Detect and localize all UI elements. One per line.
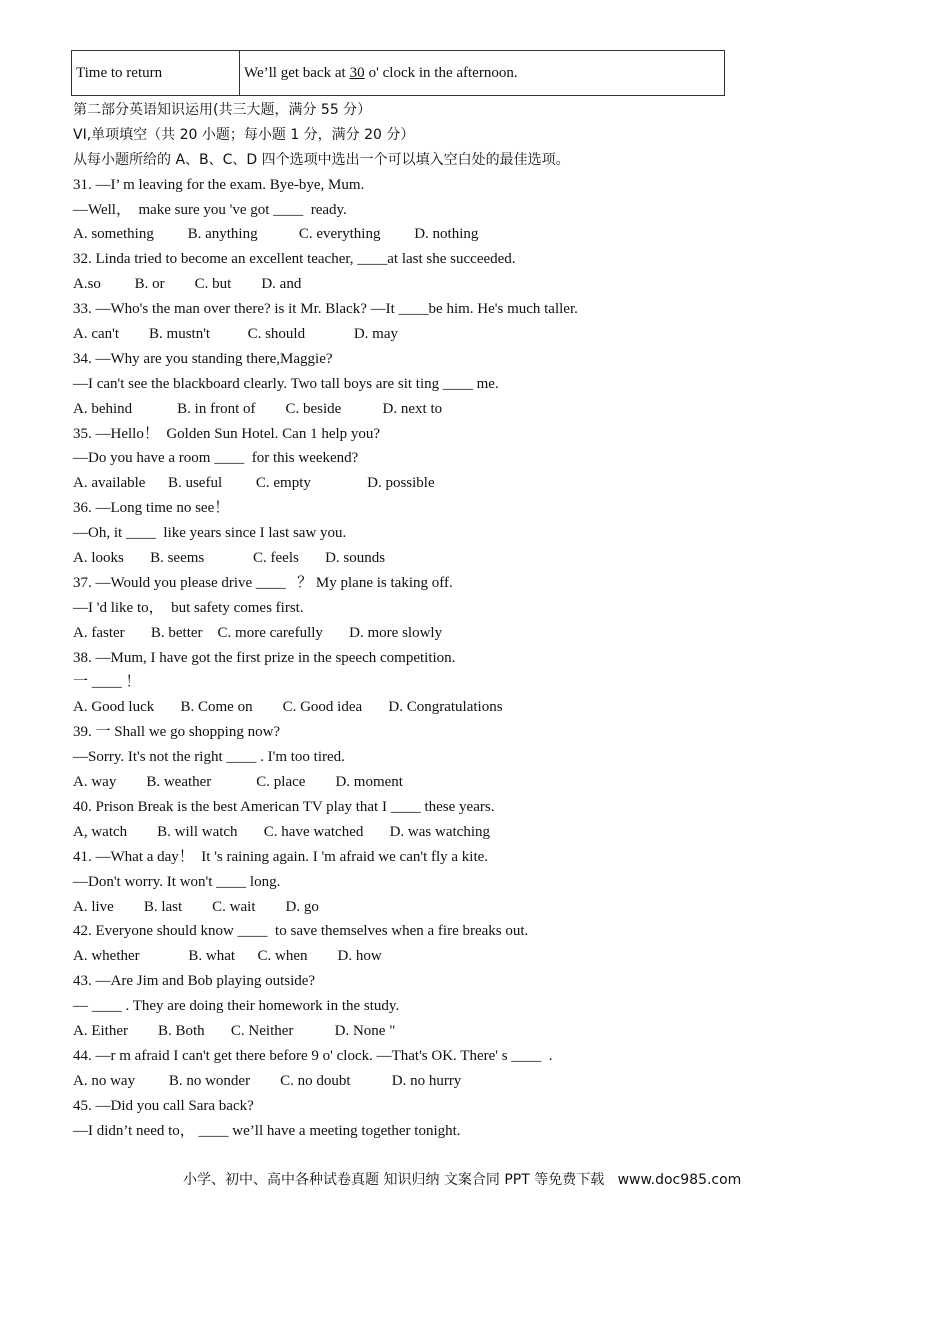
question-line: 32. Linda tried to become an excellent teacher, ____at last she succeeded.: [73, 251, 516, 268]
question-line: —I didn’t need to， ____ we’ll have a meeting together tonight.: [73, 1122, 461, 1139]
question-line: 40. Prison Break is the best American TV play that I ____ these years.: [73, 798, 495, 815]
options-line: A. whether B. what C. when D. how: [73, 948, 382, 965]
options-line: A. way B. weather C. place D. moment: [73, 774, 403, 791]
question-line: 42. Everyone should know ____ to save themselves when a fire breaks out.: [73, 923, 529, 940]
table-value-blank: 30: [349, 64, 365, 81]
question-line: 38. —Mum, I have got the first prize in the speech competition.: [73, 649, 456, 666]
options-line: A. Good luck B. Come on C. Good idea D. Congratulations: [73, 699, 503, 716]
table-label: Time to return: [76, 64, 163, 81]
question-line: —Do you have a room ____ for this weekend?: [73, 450, 359, 467]
question-line: 一 ____ ！: [73, 674, 141, 691]
page-footer: 小学、初中、高中各种试卷真题 知识归纳 文案合同 PPT 等免费下载 www.doc985.com: [183, 1172, 742, 1188]
question-line: —Sorry. It's not the right ____ . I'm too tired.: [73, 749, 345, 766]
table-value-before: We’ll get back at: [244, 64, 346, 81]
table-value-cell: [240, 51, 724, 95]
options-line: A. live B. last C. wait D. go: [73, 898, 319, 915]
question-line: 37. —Would you please drive ____ ？ My plane is taking off.: [73, 574, 453, 591]
question-line: 41. —What a day！ It 's raining again. I 'm afraid we can't fly a kite.: [73, 848, 489, 865]
question-line: 34. —Why are you standing there,Maggie?: [73, 350, 333, 367]
options-line: A. available B. useful C. empty D. possible: [73, 475, 435, 492]
options-line: A. behind B. in front of C. beside D. next to: [73, 400, 443, 417]
options-line: A, watch B. will watch C. have watched D. was watching: [73, 823, 490, 840]
table-value-after: o' clock in the afternoon.: [368, 64, 518, 81]
options-line: A. looks B. seems C. feels D. sounds: [73, 550, 386, 567]
question-line: 39. 一 Shall we go shopping now?: [73, 724, 281, 741]
section-instruction: 从每小题所给的 A、B、C、D 四个选项中选出一个可以填入空白处的最佳选项。: [73, 151, 570, 168]
question-line: — ____ . They are doing their homework in the study.: [73, 998, 400, 1015]
options-line: A. can't B. mustn't C. should D. may: [73, 326, 398, 343]
options-line: A. no way B. no wonder C. no doubt D. no hurry: [73, 1072, 462, 1089]
question-line: —Well， make sure you 've got ____ ready.: [73, 201, 347, 218]
question-line: 43. —Are Jim and Bob playing outside?: [73, 973, 316, 990]
question-line: 33. —Who's the man over there? is it Mr. Black? —It ____be him. He's much taller.: [73, 301, 578, 318]
question-line: 35. —Hello！ Golden Sun Hotel. Can 1 help you?: [73, 425, 381, 442]
exam-content: [73, 98, 893, 1143]
time-table: [71, 50, 725, 96]
question-line: 36. —Long time no see！: [73, 500, 230, 517]
options-line: A. faster B. better C. more carefully D. more slowly: [73, 624, 443, 641]
question-line: —Oh, it ____ like years since I last saw you.: [73, 525, 347, 542]
question-line: 31. —I’ m leaving for the exam. Bye-bye, Mum.: [73, 176, 365, 193]
question-line: —I 'd like to， but safety comes first.: [73, 599, 304, 616]
options-line: A. Either B. Both C. Neither D. None ": [73, 1022, 396, 1039]
table-label-cell: [72, 51, 240, 95]
question-line: —Don't worry. It won't ____ long.: [73, 873, 281, 890]
section-subtitle: VI,单项填空（共 20 小题；每小题 1 分，满分 20 分）: [73, 126, 415, 143]
options-line: A.so B. or C. but D. and: [73, 276, 302, 293]
options-line: A. something B. anything C. everything D. nothing: [73, 226, 479, 243]
question-line: —I can't see the blackboard clearly. Two tall boys are sit ting ____ me.: [73, 375, 499, 392]
section-title: 第二部分英语知识运用(共三大题，满分 55 分）: [73, 102, 372, 118]
question-line: 45. —Did you call Sara back?: [73, 1097, 254, 1114]
question-line: 44. —r m afraid I can't get there before 9 o' clock. —That's OK. There' s ____ .: [73, 1047, 553, 1064]
